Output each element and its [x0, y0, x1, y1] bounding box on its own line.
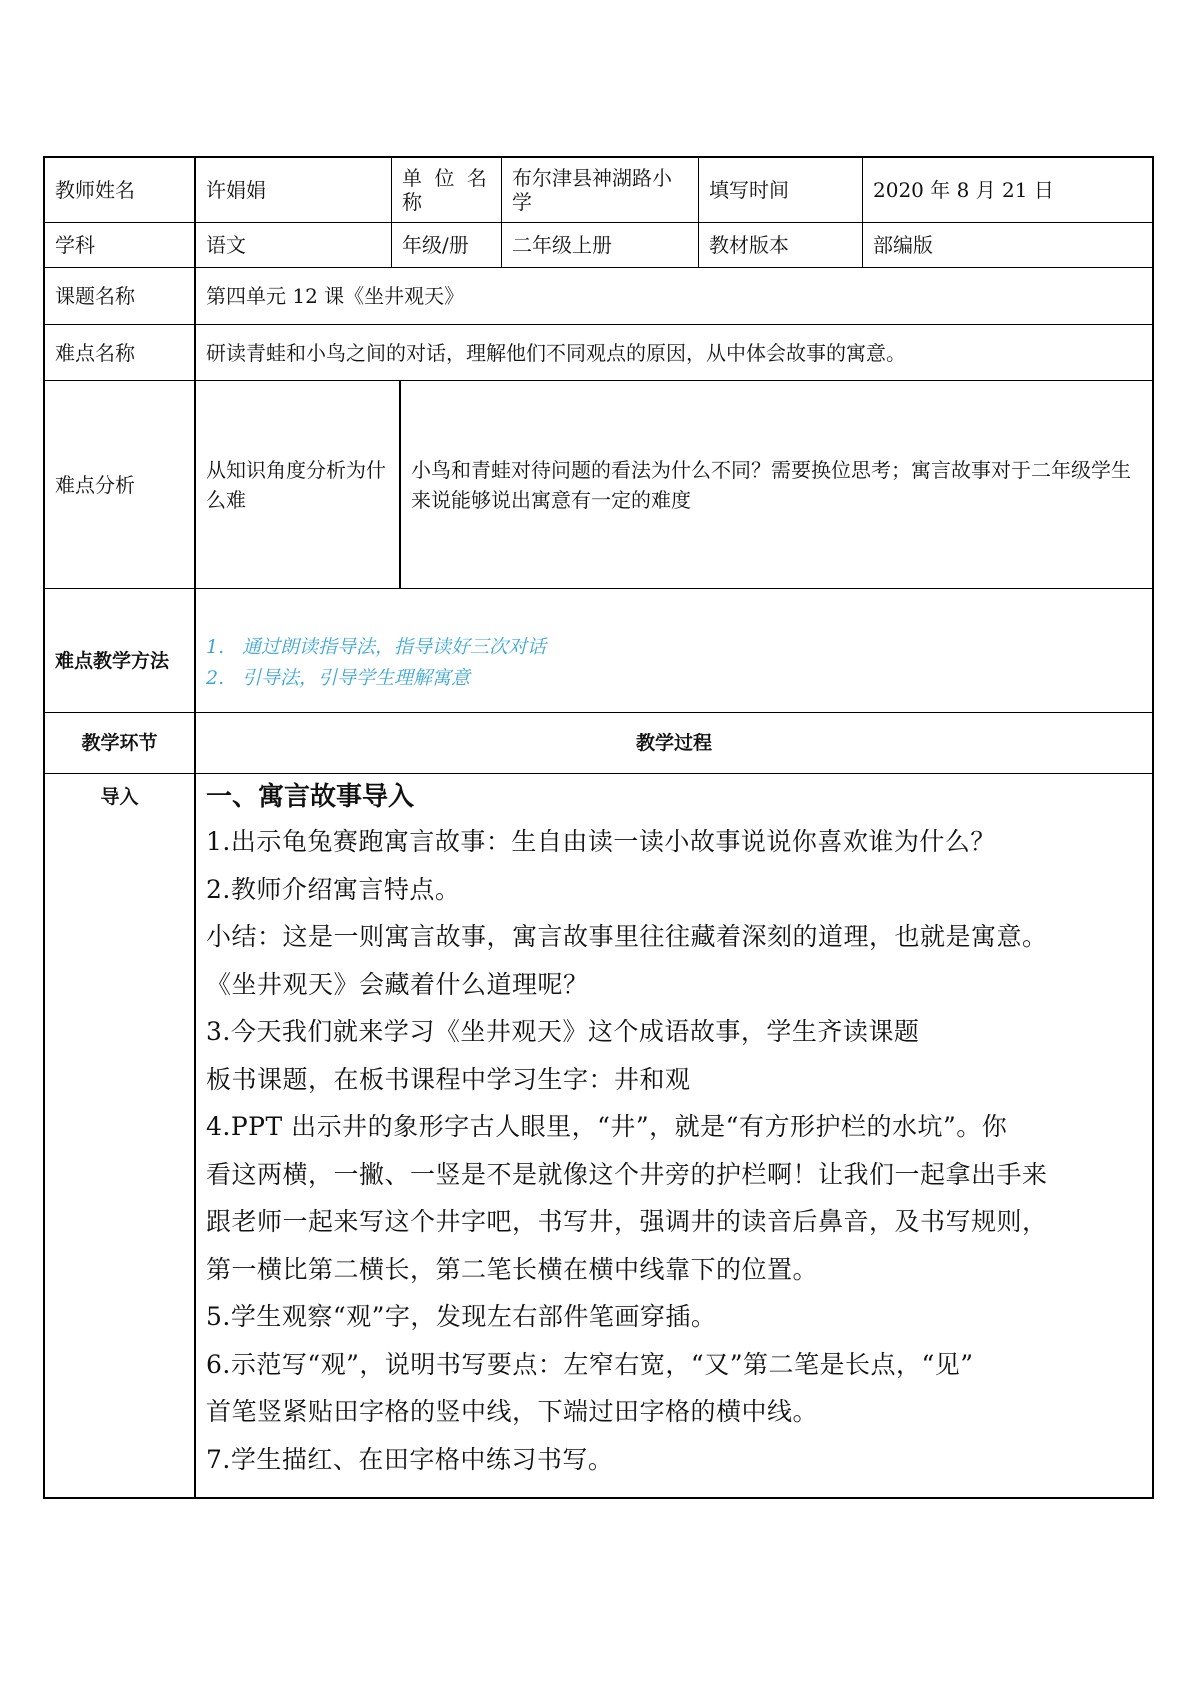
process-line: 小结：这是一则寓言故事，寓言故事里往往藏着深刻的道理，也就是寓意。	[206, 922, 1048, 951]
difficulty-label: 难点名称	[45, 325, 196, 380]
method-item-text: 引导法，引导学生理解寓意	[242, 666, 471, 689]
method-item	[206, 663, 546, 694]
process-line: 1.出示龟兔赛跑寓言故事：生自由读一读小故事说说你喜欢谁为什么？	[206, 827, 996, 856]
process-line: 3.今天我们就来学习《坐井观天》这个成语故事，学生齐读课题	[206, 1017, 920, 1046]
analysis-label: 难点分析	[45, 381, 196, 588]
row-difficulty	[43, 325, 1154, 381]
analysis-value: 小鸟和青蛙对待问题的看法为什么不同？需要换位思考；寓言故事对于二年级学生来说能够说出寓意有一定的难度	[411, 457, 1131, 512]
subject-label: 学科	[45, 223, 196, 267]
method-item-num: 2.	[206, 666, 225, 689]
teacher-label: 教师姓名	[45, 158, 196, 222]
process-line: 跟老师一起来写这个井字吧，书写井，强调井的读音后鼻音，及书写规则，	[206, 1207, 1048, 1236]
date-label: 填写时间	[699, 158, 863, 222]
row-lesson-title	[43, 268, 1154, 325]
method-item-num: 1.	[206, 635, 225, 658]
section-title: 一、寓言故事导入	[206, 782, 415, 812]
analysis-body	[196, 381, 1152, 588]
process-line: 第一横比第二横长，第二笔长横在横中线靠下的位置。	[206, 1254, 819, 1284]
lesson-plan-table	[43, 156, 1154, 1499]
stage-header: 教学环节	[45, 713, 196, 773]
process-line: 2.教师介绍寓言特点。	[206, 874, 461, 904]
row-process-intro	[43, 774, 1154, 1499]
process-line: 《坐井观天》会藏着什么道理呢？	[206, 969, 589, 999]
row-analysis	[43, 381, 1154, 589]
method-item	[206, 632, 546, 663]
row-teacher-info	[43, 156, 1154, 223]
grade-label: 年级/册	[392, 223, 502, 267]
process-header: 教学过程	[635, 732, 712, 754]
teacher-value: 许娟娟	[196, 158, 392, 222]
process-line: 首笔竖紧贴田字格的竖中线，下端过田字格的横中线。	[206, 1397, 819, 1426]
stage-name: 导入	[45, 774, 196, 1497]
method-label: 难点教学方法	[45, 589, 196, 712]
subject-value: 语文	[196, 223, 392, 267]
grade-value: 二年级上册	[502, 223, 699, 267]
method-list	[206, 632, 546, 694]
row-process-header	[43, 713, 1154, 774]
process-line: 4.PPT 出示井的象形字古人眼里，“井”，就是“有方形护栏的水坑”。你	[206, 1112, 1008, 1141]
unit-label: 单 位 名称	[392, 158, 502, 222]
process-line: 6.示范写“观”，说明书写要点：左窄右宽，“又”第二笔是长点，“见”	[206, 1349, 974, 1379]
date-value: 2020 年 8 月 21 日	[873, 178, 1054, 202]
analysis-sub-label: 从知识角度分析为什么难	[196, 381, 401, 588]
process-line: 7.学生描红、在田字格中练习书写。	[206, 1444, 614, 1474]
process-content	[196, 774, 1152, 1497]
lesson-title-label: 课题名称	[45, 268, 196, 324]
method-body	[196, 589, 1152, 712]
edition-label: 教材版本	[699, 223, 863, 267]
process-line: 看这两横，一撇、一竖是不是就像这个井旁的护栏啊！让我们一起拿出手来	[206, 1159, 1048, 1189]
method-item-text: 通过朗读指导法，指导读好三次对话	[242, 635, 547, 658]
process-line: 板书课题，在板书课程中学习生字：井和观	[206, 1064, 691, 1094]
lesson-title-value: 第四单元 12 课《坐井观天》	[206, 284, 465, 308]
difficulty-value: 研读青蛙和小鸟之间的对话，理解他们不同观点的原因，从中体会故事的寓意。	[206, 340, 906, 365]
unit-value: 布尔津县神湖路小学	[502, 158, 699, 222]
process-line: 5.学生观察“观”字，发现左右部件笔画穿插。	[206, 1302, 717, 1331]
edition-value: 部编版	[873, 233, 933, 257]
row-subject-info	[43, 223, 1154, 268]
row-method	[43, 589, 1154, 713]
